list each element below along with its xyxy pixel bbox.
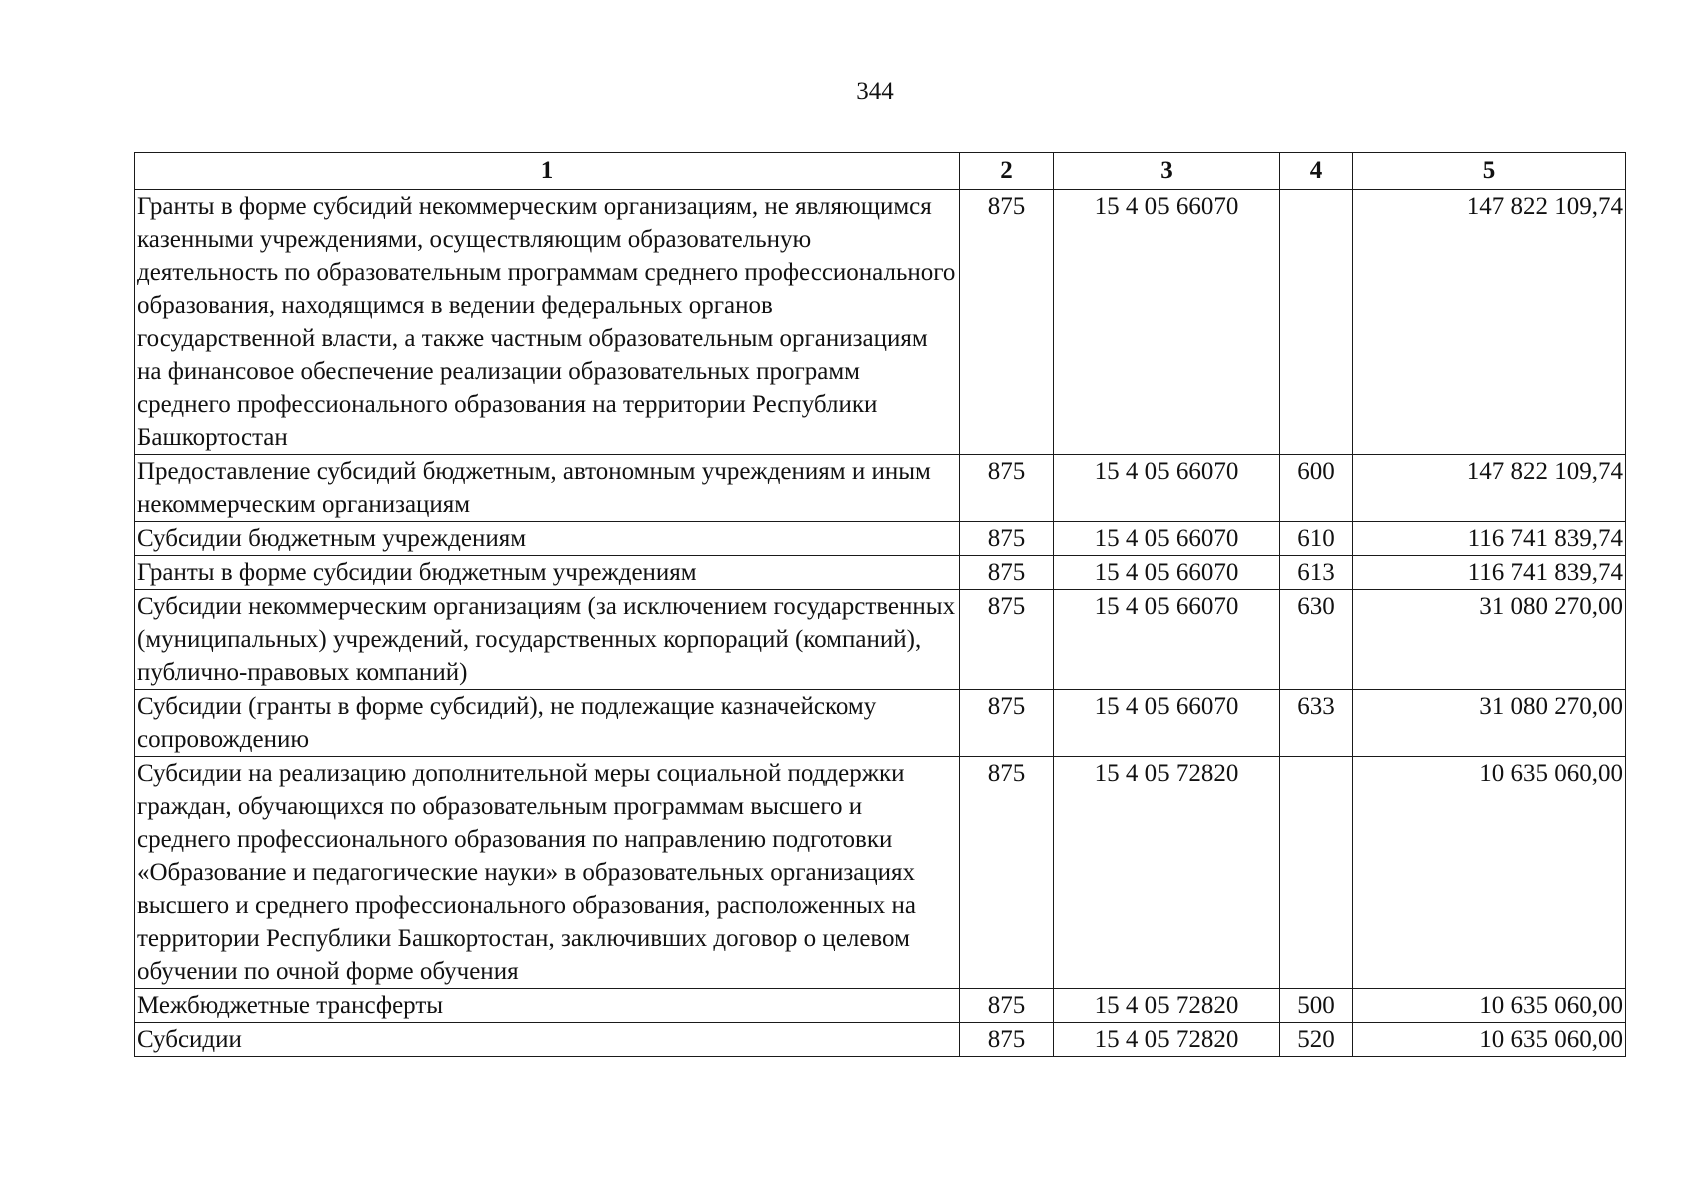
row-sum: 10 635 060,00 [1353, 757, 1626, 989]
table-row [135, 989, 1626, 1023]
table-row [135, 590, 1626, 690]
row-vr [1280, 757, 1353, 989]
table-row [135, 1023, 1626, 1057]
row-csr: 15 4 05 66070 [1054, 455, 1280, 522]
row-vr: 633 [1280, 690, 1353, 757]
row-csr: 15 4 05 72820 [1054, 1023, 1280, 1057]
table-row [135, 522, 1626, 556]
row-vr: 613 [1280, 556, 1353, 590]
row-csr: 15 4 05 72820 [1054, 757, 1280, 989]
row-sum: 116 741 839,74 [1353, 522, 1626, 556]
row-name: Межбюджетные трансферты [135, 989, 960, 1023]
row-name: Гранты в форме субсидии бюджетным учреждениям [135, 556, 960, 590]
row-vr [1280, 190, 1353, 455]
row-csr: 15 4 05 66070 [1054, 190, 1280, 455]
row-name: Субсидии бюджетным учреждениям [135, 522, 960, 556]
row-code: 875 [960, 690, 1054, 757]
header-col-1: 1 [135, 153, 960, 190]
table-row [135, 455, 1626, 522]
header-col-5: 5 [1353, 153, 1626, 190]
row-code: 875 [960, 590, 1054, 690]
row-code: 875 [960, 522, 1054, 556]
page-number: 344 [856, 78, 894, 105]
row-vr: 630 [1280, 590, 1353, 690]
row-sum: 10 635 060,00 [1353, 989, 1626, 1023]
row-vr: 610 [1280, 522, 1353, 556]
row-vr: 500 [1280, 989, 1353, 1023]
row-csr: 15 4 05 66070 [1054, 556, 1280, 590]
table-row [135, 556, 1626, 590]
table-row [135, 757, 1626, 989]
row-code: 875 [960, 989, 1054, 1023]
table-row [135, 190, 1626, 455]
row-sum: 31 080 270,00 [1353, 590, 1626, 690]
row-code: 875 [960, 1023, 1054, 1057]
header-col-3: 3 [1054, 153, 1280, 190]
row-csr: 15 4 05 66070 [1054, 522, 1280, 556]
row-csr: 15 4 05 66070 [1054, 590, 1280, 690]
row-sum: 147 822 109,74 [1353, 455, 1626, 522]
row-code: 875 [960, 757, 1054, 989]
row-code: 875 [960, 190, 1054, 455]
row-sum: 31 080 270,00 [1353, 690, 1626, 757]
row-csr: 15 4 05 72820 [1054, 989, 1280, 1023]
row-name: Субсидии на реализацию дополнительной меры социальной поддержки граждан, обучающихся по образовательным программам высшего и среднего профессионального образования по направлению подготовки «Образование и педагогические науки» в образовательных организациях высшего и среднего профессионального образования, расположенных на территории Республики Башкортостан, заключивших договор о целевом обучении по очной форме обучения [135, 757, 960, 989]
budget-table [134, 152, 1626, 1057]
row-name: Предоставление субсидий бюджетным, автономным учреждениям и иным некоммерческим организациям [135, 455, 960, 522]
header-col-4: 4 [1280, 153, 1353, 190]
row-csr: 15 4 05 66070 [1054, 690, 1280, 757]
row-code: 875 [960, 556, 1054, 590]
table-row [135, 690, 1626, 757]
row-code: 875 [960, 455, 1054, 522]
row-vr: 520 [1280, 1023, 1353, 1057]
row-name: Гранты в форме субсидий некоммерческим организациям, не являющимся казенными учреждениями, осуществляющим образовательную деятельность по образовательным программам среднего профессионального образования, находящимся в ведении федеральных органов государственной власти, а также частным образовательным организациям на финансовое обеспечение реализации образовательных программ среднего профессионального образования на территории Республики Башкортостан [135, 190, 960, 455]
row-sum: 116 741 839,74 [1353, 556, 1626, 590]
row-sum: 147 822 109,74 [1353, 190, 1626, 455]
header-col-2: 2 [960, 153, 1054, 190]
table-header-row [135, 153, 1626, 190]
row-vr: 600 [1280, 455, 1353, 522]
row-sum: 10 635 060,00 [1353, 1023, 1626, 1057]
row-name: Субсидии [135, 1023, 960, 1057]
row-name: Субсидии (гранты в форме субсидий), не подлежащие казначейскому сопровождению [135, 690, 960, 757]
row-name: Субсидии некоммерческим организациям (за исключением государственных (муниципальных) учреждений, государственных корпораций (компаний), публично-правовых компаний) [135, 590, 960, 690]
